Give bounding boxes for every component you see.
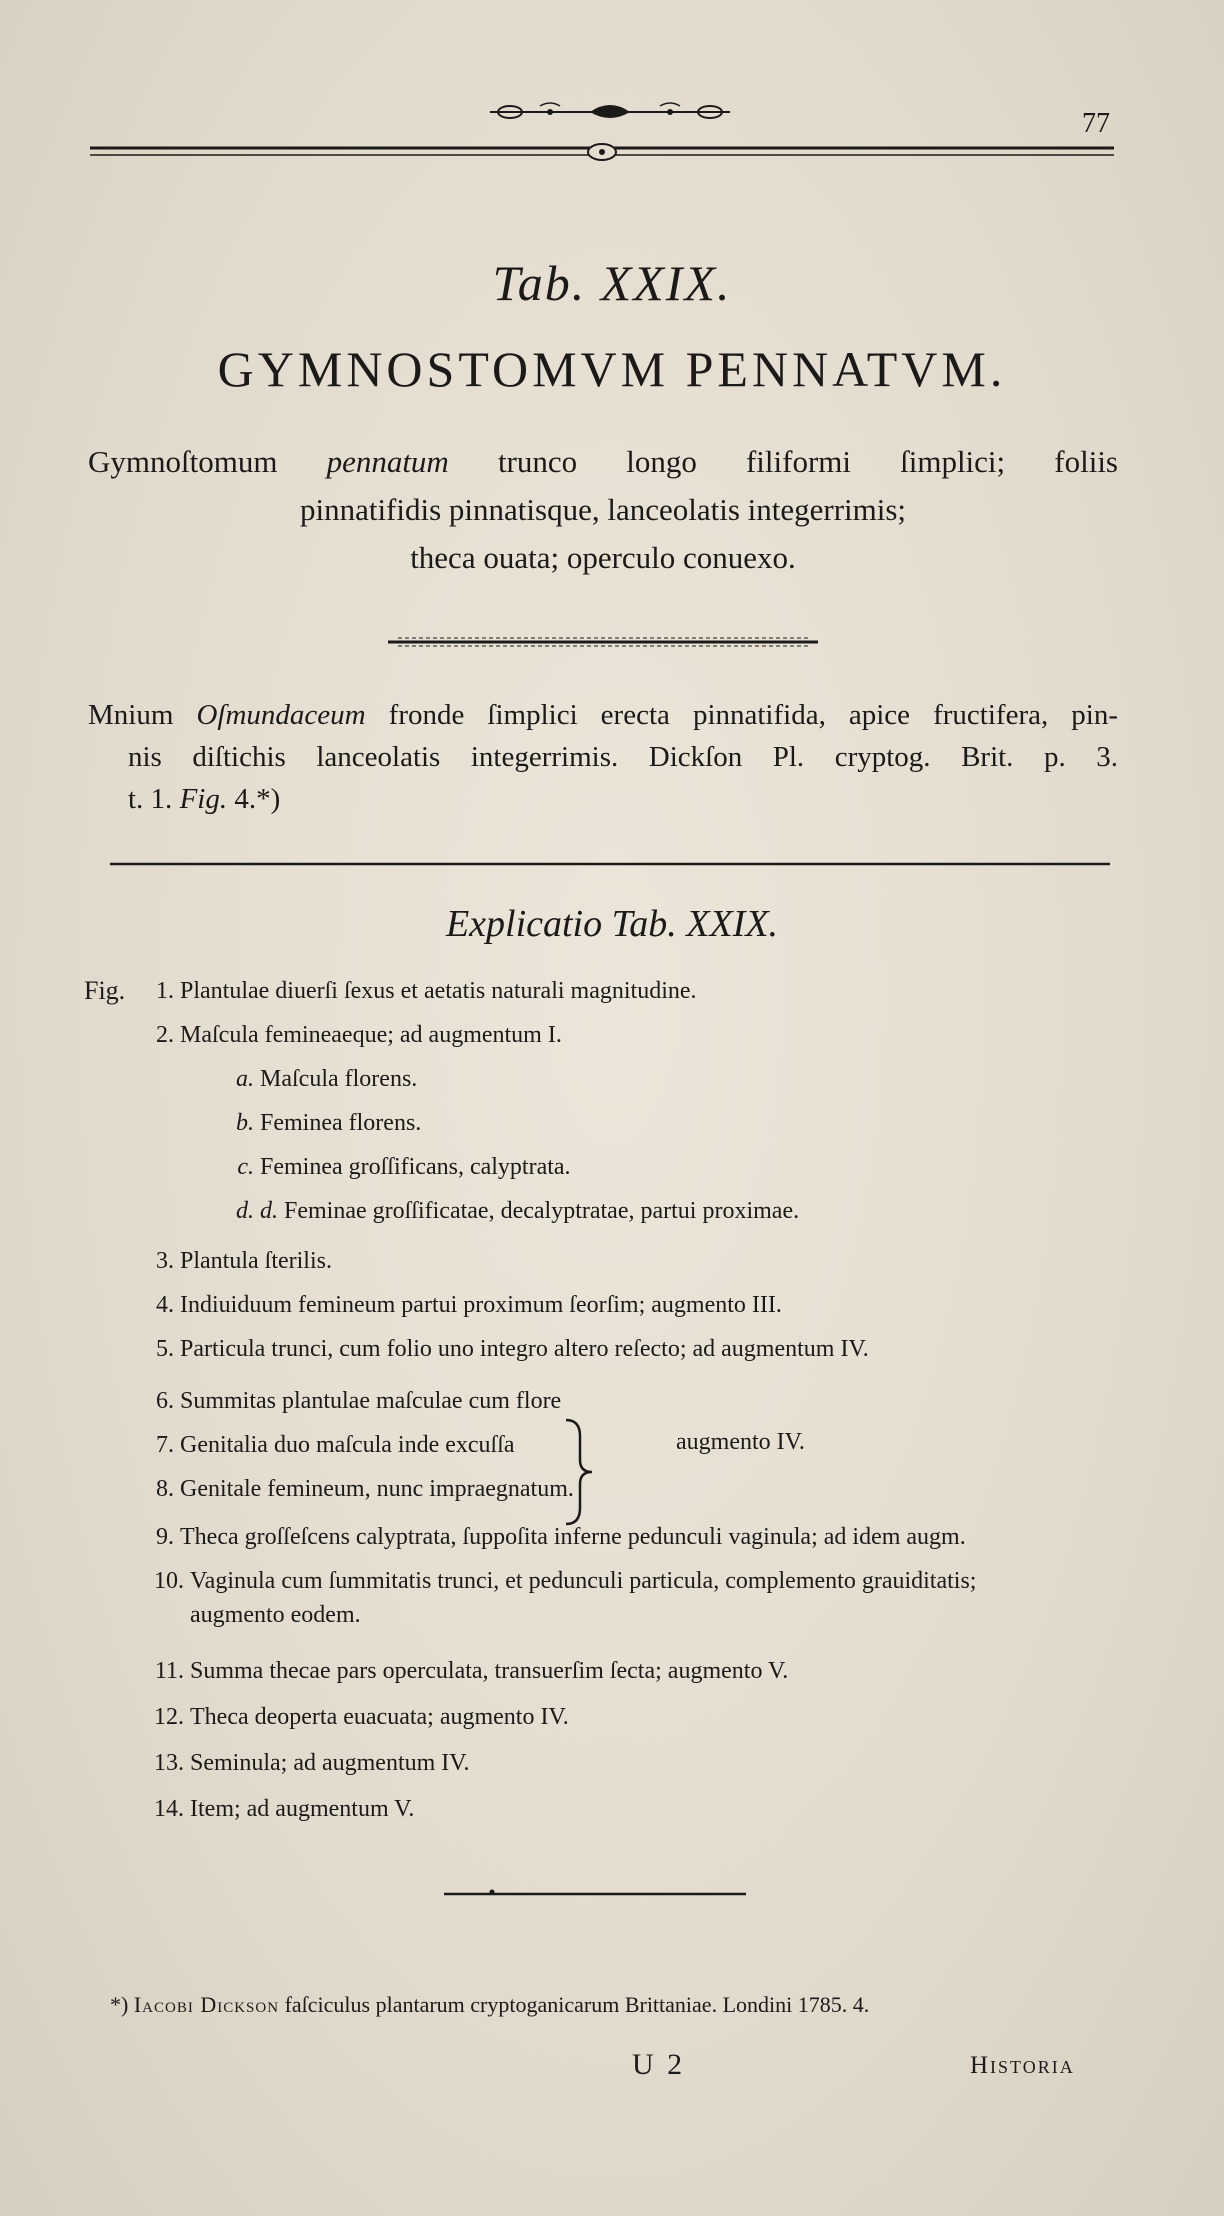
item-text: Feminae groſſificatae, decalyptratae, partui proximae. xyxy=(284,1198,800,1224)
list-item xyxy=(144,1658,788,1685)
synonym-text: Mnium xyxy=(88,699,197,731)
diagnosis-line-1 xyxy=(88,438,1118,486)
item-text: Feminea groſſificans, calyptrata. xyxy=(260,1154,571,1180)
footnote-author: Iacobi Dickson xyxy=(133,1992,280,2017)
synonym-text: 4.*) xyxy=(227,783,281,815)
synonym-text: t. 1. xyxy=(128,783,180,815)
item-number: 3. xyxy=(156,1248,174,1274)
item-text: Genitale femineum, nunc impraegnatum. xyxy=(180,1476,574,1502)
synonym-line-2: nis diſtichis lanceolatis integerrimis. Dickſon Pl. cryptog. Brit. p. 3. xyxy=(128,741,1118,773)
plate-number-title: Tab. XXIX. xyxy=(492,255,732,311)
item-number: 4. xyxy=(156,1292,174,1318)
item-text: Maſcula femineaeque; ad augmentum I. xyxy=(180,1022,562,1048)
list-item xyxy=(144,978,697,1005)
item-letter: b. xyxy=(236,1110,254,1136)
item-number: 13. xyxy=(154,1750,184,1776)
item-number: 12. xyxy=(154,1704,184,1730)
item-text: Genitalia duo maſcula inde excuſſa xyxy=(180,1432,515,1458)
item-number: 8. xyxy=(156,1476,174,1502)
diagnosis-italic-epithet: pennatum xyxy=(326,444,449,479)
list-item xyxy=(144,1750,470,1777)
header-double-rule xyxy=(90,140,1114,166)
item-text: Maſcula florens. xyxy=(260,1066,418,1092)
item-text: Summa thecae pars operculata, transuerſim ſecta; augmento V. xyxy=(190,1658,789,1684)
item-number: 7. xyxy=(156,1432,174,1458)
list-item xyxy=(224,1066,417,1093)
footnote-mark: *) xyxy=(110,1992,129,2017)
item-text: Plantula ſterilis. xyxy=(180,1248,332,1274)
list-item xyxy=(144,1476,574,1503)
diagnosis-line-2: pinnatifidis pinnatisque, lanceolatis integerrimis; xyxy=(299,492,907,527)
footnote xyxy=(110,1992,869,2018)
list-item xyxy=(144,1524,966,1551)
list-item xyxy=(144,1022,562,1049)
diagnosis-text: trunco longo filiformi ſimplici; foliis xyxy=(448,444,1118,479)
synonym-italic-fig: Fig. xyxy=(179,783,228,815)
item-text: Theca groſſeſcens calyptrata, ſuppoſita inferne pedunculi vaginula; ad idem augm. xyxy=(180,1524,966,1550)
species-diagnosis xyxy=(88,438,1118,582)
list-item xyxy=(224,1154,571,1181)
list-item xyxy=(144,1796,414,1823)
fig-label: Fig. xyxy=(84,976,126,1005)
item-text: Plantulae diuerſi ſexus et aetatis naturali magnitudine. xyxy=(180,978,697,1004)
item-text: Seminula; ad augmentum IV. xyxy=(190,1750,470,1776)
header-ornament xyxy=(480,96,740,126)
item-number: 10. xyxy=(154,1568,184,1594)
item-number: 6. xyxy=(156,1388,174,1414)
section-divider xyxy=(110,862,1110,866)
list-item xyxy=(144,1292,782,1319)
closing-rule xyxy=(444,1888,746,1900)
item-letter: c. xyxy=(237,1154,254,1180)
item-number: 5. xyxy=(156,1336,174,1362)
item-number: 11. xyxy=(154,1658,184,1684)
item-letter: a. xyxy=(236,1066,254,1092)
list-item xyxy=(144,1248,332,1275)
item-text: Indiuiduum femineum partui proximum ſeorſim; augmento III. xyxy=(180,1292,782,1318)
item-number: 2. xyxy=(156,1022,174,1048)
explicatio-heading: Explicatio Tab. XXIX. xyxy=(445,903,779,945)
grouping-brace xyxy=(558,1418,598,1526)
item-text: Summitas plantulae maſculae cum flore xyxy=(180,1388,562,1414)
item-text: Particula trunci, cum folio uno integro altero reſecto; ad augmentum IV. xyxy=(180,1336,869,1362)
synonym-line-1 xyxy=(88,694,1118,736)
item-text: Item; ad augmentum V. xyxy=(190,1796,415,1822)
list-item-continuation xyxy=(144,1602,361,1629)
list-item xyxy=(224,1110,421,1137)
item-letter: d. d. xyxy=(236,1198,278,1224)
list-item xyxy=(224,1198,799,1225)
footnote-text: faſciculus plantarum cryptoganicarum Brittaniae. Londini 1785. 4. xyxy=(279,1992,870,2017)
section-ornament-rule xyxy=(388,632,818,652)
item-number: 9. xyxy=(156,1524,174,1550)
item-text: Feminea florens. xyxy=(260,1110,422,1136)
brace-label: augmento IV. xyxy=(676,1429,805,1455)
synonym-citation xyxy=(88,694,1118,820)
diagnosis-text: Gymnoſtomum xyxy=(88,444,327,479)
species-title: GYMNOSTOMVM PENNATVM. xyxy=(217,341,1007,397)
catchword: Historia xyxy=(970,2052,1075,2079)
item-number: 1. xyxy=(156,978,174,1004)
diagnosis-line-3: theca ouata; operculo conuexo. xyxy=(410,540,796,575)
synonym-line-3 xyxy=(88,778,1118,820)
page-number: 77 xyxy=(1082,108,1110,139)
list-item xyxy=(144,1336,869,1363)
synonym-italic-epithet: Oſmundaceum xyxy=(196,699,366,731)
list-item xyxy=(144,1704,569,1731)
list-item xyxy=(144,1388,561,1415)
signature-mark: U 2 xyxy=(632,2048,686,2081)
list-item xyxy=(144,1432,515,1459)
item-text: Theca deoperta euacuata; augmento IV. xyxy=(190,1704,569,1730)
item-number: 14. xyxy=(154,1796,184,1822)
list-item xyxy=(144,1568,976,1595)
synonym-text: fronde ſimplici erecta pinnatifida, apice fructifera, pin- xyxy=(365,699,1118,731)
item-text: Vaginula cum ſummitatis trunci, et pedunculi particula, complemento grauiditatis; xyxy=(190,1568,977,1594)
item-text: augmento eodem. xyxy=(190,1602,361,1628)
